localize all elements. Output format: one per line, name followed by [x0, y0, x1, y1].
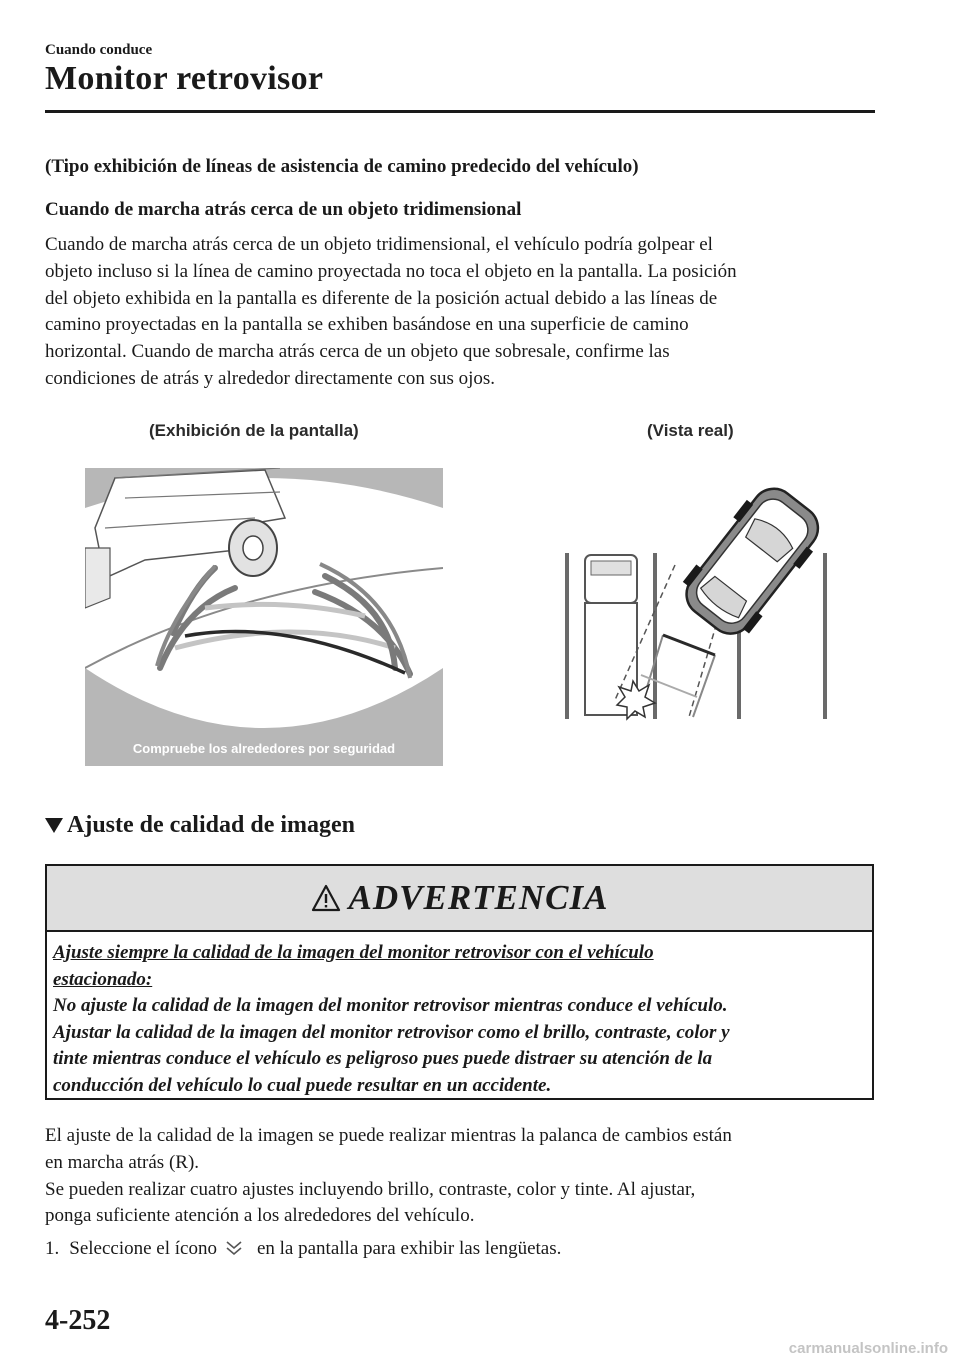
text-line: Se pueden realizar cuatro ajustes incluyendo brillo, contraste, color y tinte. Al ajustar, — [45, 1178, 696, 1200]
type-heading: (Tipo exhibición de líneas de asistencia de camino predecido del vehículo) — [45, 156, 639, 177]
warning-line: conducción del vehículo lo cual puede resultar en un accidente. — [53, 1074, 552, 1096]
warning-line: No ajuste la calidad de la imagen del monitor retrovisor mientras conduce el vehículo. — [53, 995, 728, 1016]
warning-line: Ajustar la calidad de la imagen del monitor retrovisor como el brillo, contraste, color y — [53, 1021, 730, 1043]
figure-caption-real: (Vista real) — [647, 421, 734, 440]
text-line: horizontal. Cuando de marcha atrás cerca de un objeto que sobresale, confirme las — [45, 341, 670, 363]
text-line: del objeto exhibida en la pantalla es diferente de la posición actual debido a las líneas de — [45, 287, 718, 309]
text-line: Cuando de marcha atrás cerca de un objeto tridimensional, el vehículo podría golpear el — [45, 234, 713, 255]
subheading: Cuando de marcha atrás cerca de un objeto tridimensional — [45, 199, 522, 220]
figure-caption-screen: (Exhibición de la pantalla) — [149, 421, 359, 440]
warning-emphasis-line: Ajuste siempre la calidad de la imagen del monitor retrovisor con el vehículo — [53, 942, 654, 963]
section-heading — [45, 812, 355, 839]
text-line: ponga suficiente atención a los alrededores del vehículo. — [45, 1205, 475, 1227]
warning-emphasis-line: estacionado: — [53, 968, 153, 990]
warning-header — [47, 866, 872, 932]
intro-paragraph — [45, 232, 880, 393]
body-paragraph — [45, 1123, 880, 1230]
step-text-after: en la pantalla para exhibir las lengüetas. — [256, 1238, 562, 1259]
page-number: 4-252 — [45, 1305, 111, 1336]
section-label: Cuando conduce — [45, 42, 153, 58]
text-line: objeto incluso si la línea de camino proyectada no toca el objeto en la pantalla. La posición — [45, 260, 737, 282]
site-watermark: carmanualsonline.info — [788, 1340, 948, 1357]
triangle-bullet-icon — [45, 818, 63, 833]
camera-screen-illustration — [85, 468, 443, 766]
warning-body — [47, 932, 872, 1099]
section-heading-text: Ajuste de calidad de imagen — [67, 812, 355, 838]
step-number: 1. — [45, 1238, 60, 1259]
step-text-before: Seleccione el ícono — [69, 1238, 217, 1259]
real-view-illustration — [545, 485, 845, 725]
screen-warning-message: Compruebe los alrededores por seguridad — [132, 741, 396, 756]
warning-line: tinte mientras conduce el vehículo es peligroso pues puede distraer su atención de la — [53, 1048, 713, 1069]
camera-screen-graphic — [85, 468, 443, 766]
text-line: camino proyectadas en la pantalla se exhiben basándose en una superficie de camino — [45, 314, 689, 336]
title-rule — [45, 110, 875, 113]
warning-title: ADVERTENCIA — [348, 878, 609, 917]
warning-box — [45, 864, 874, 1100]
step-1 — [45, 1236, 880, 1263]
page-title: Monitor retrovisor — [45, 60, 324, 97]
text-line: en marcha atrás (R). — [45, 1151, 200, 1173]
text-line: El ajuste de la calidad de la imagen se puede realizar mientras la palanca de cambios están — [45, 1125, 732, 1146]
warning-triangle-icon — [311, 884, 341, 912]
text-line: condiciones de atrás y alrededor directamente con sus ojos. — [45, 367, 496, 389]
double-chevron-down-icon — [223, 1239, 245, 1259]
